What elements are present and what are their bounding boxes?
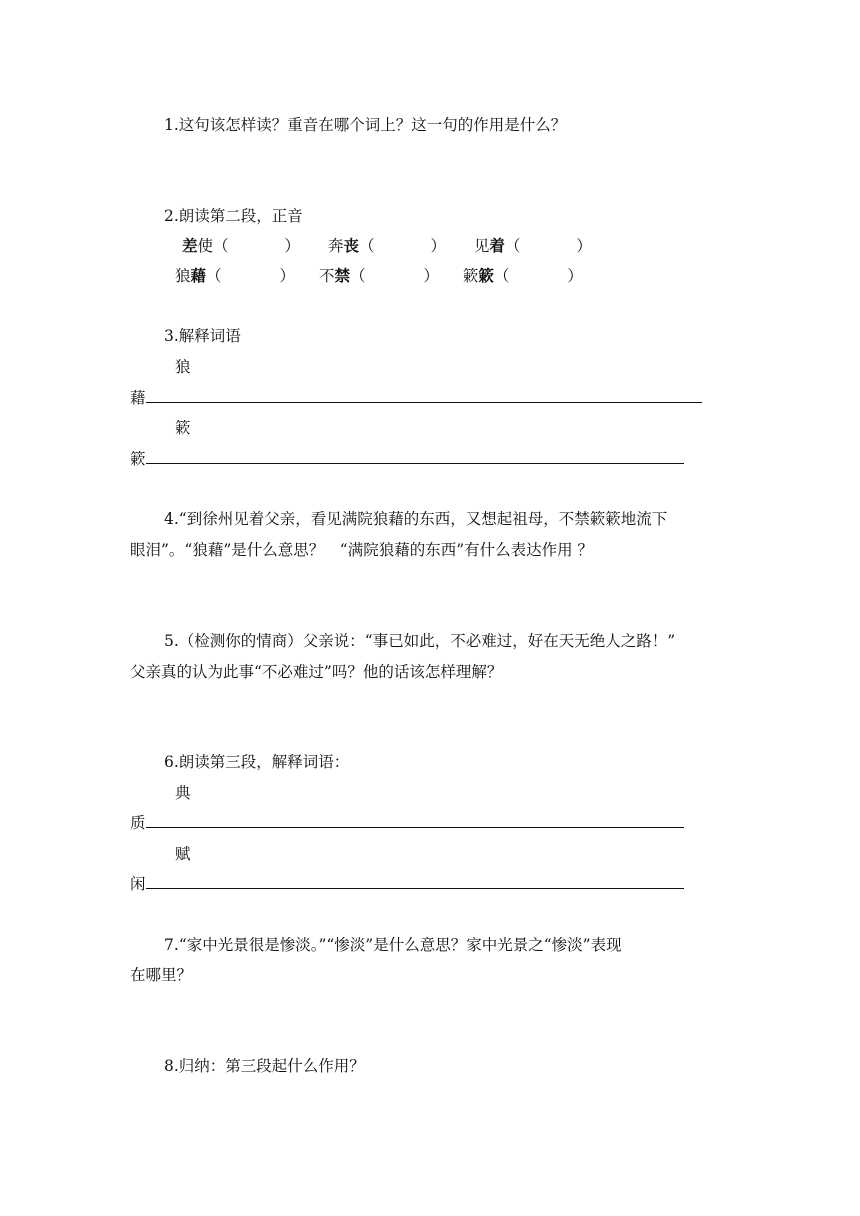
pron-item: 簌簌（ ） (462, 266, 583, 285)
pronunciation-row-2 (175, 266, 583, 286)
pron-item: 狼藉（ ） (175, 266, 296, 285)
term-char: 典 (175, 784, 191, 802)
term-answer-line: 藉 (130, 388, 702, 408)
answer-line[interactable] (146, 462, 684, 464)
question-5-line-2: 父亲真的认为此事“不必难过”吗？他的话该怎样理解？ (130, 663, 503, 681)
term-answer-line: 质 (130, 813, 684, 833)
pron-item: 差使（ ） (182, 236, 301, 255)
question-3: 3.解释词语 (164, 327, 241, 345)
answer-line[interactable] (146, 826, 684, 828)
term-char: 赋 (175, 845, 191, 863)
answer-line[interactable] (146, 887, 684, 889)
pron-item: 奔丧（ ） (327, 236, 446, 255)
term-answer-line: 簌 (130, 449, 684, 469)
question-2: 2.朗读第二段，正音 (164, 207, 303, 225)
pronunciation-row-1 (182, 236, 592, 256)
question-7-line-1: 7.“家中光景很是惨淡。”“惨淡”是什么意思？家中光景之“惨淡”表现 (164, 936, 622, 954)
term-char: 狼 (175, 358, 191, 376)
question-6: 6.朗读第三段，解释词语： (164, 753, 350, 771)
term-char: 簌 (175, 419, 191, 437)
question-5-line-1: 5.（检测你的情商）父亲说：“事已如此，不必难过，好在天无绝人之路！” (164, 632, 676, 650)
question-8: 8.归纳：第三段起什么作用？ (164, 1057, 365, 1075)
term-answer-line: 闲 (130, 874, 684, 894)
pron-item: 见着（ ） (473, 236, 592, 255)
answer-line[interactable] (146, 401, 702, 403)
question-1: 1.这句该怎样读？重音在哪个词上？这一句的作用是什么？ (164, 116, 567, 134)
question-4-line-2: 眼泪”。“狼藉”是什么意思？ “满院狼藉的东西”有什么表达作用 ？ (130, 541, 594, 559)
question-4-line-1: 4.“到徐州见着父亲，看见满院狼藉的东西，又想起祖母，不禁簌簌地流下 (164, 510, 668, 528)
question-7-line-2: 在哪里？ (130, 966, 193, 984)
pron-item: 不禁（ ） (318, 266, 439, 285)
